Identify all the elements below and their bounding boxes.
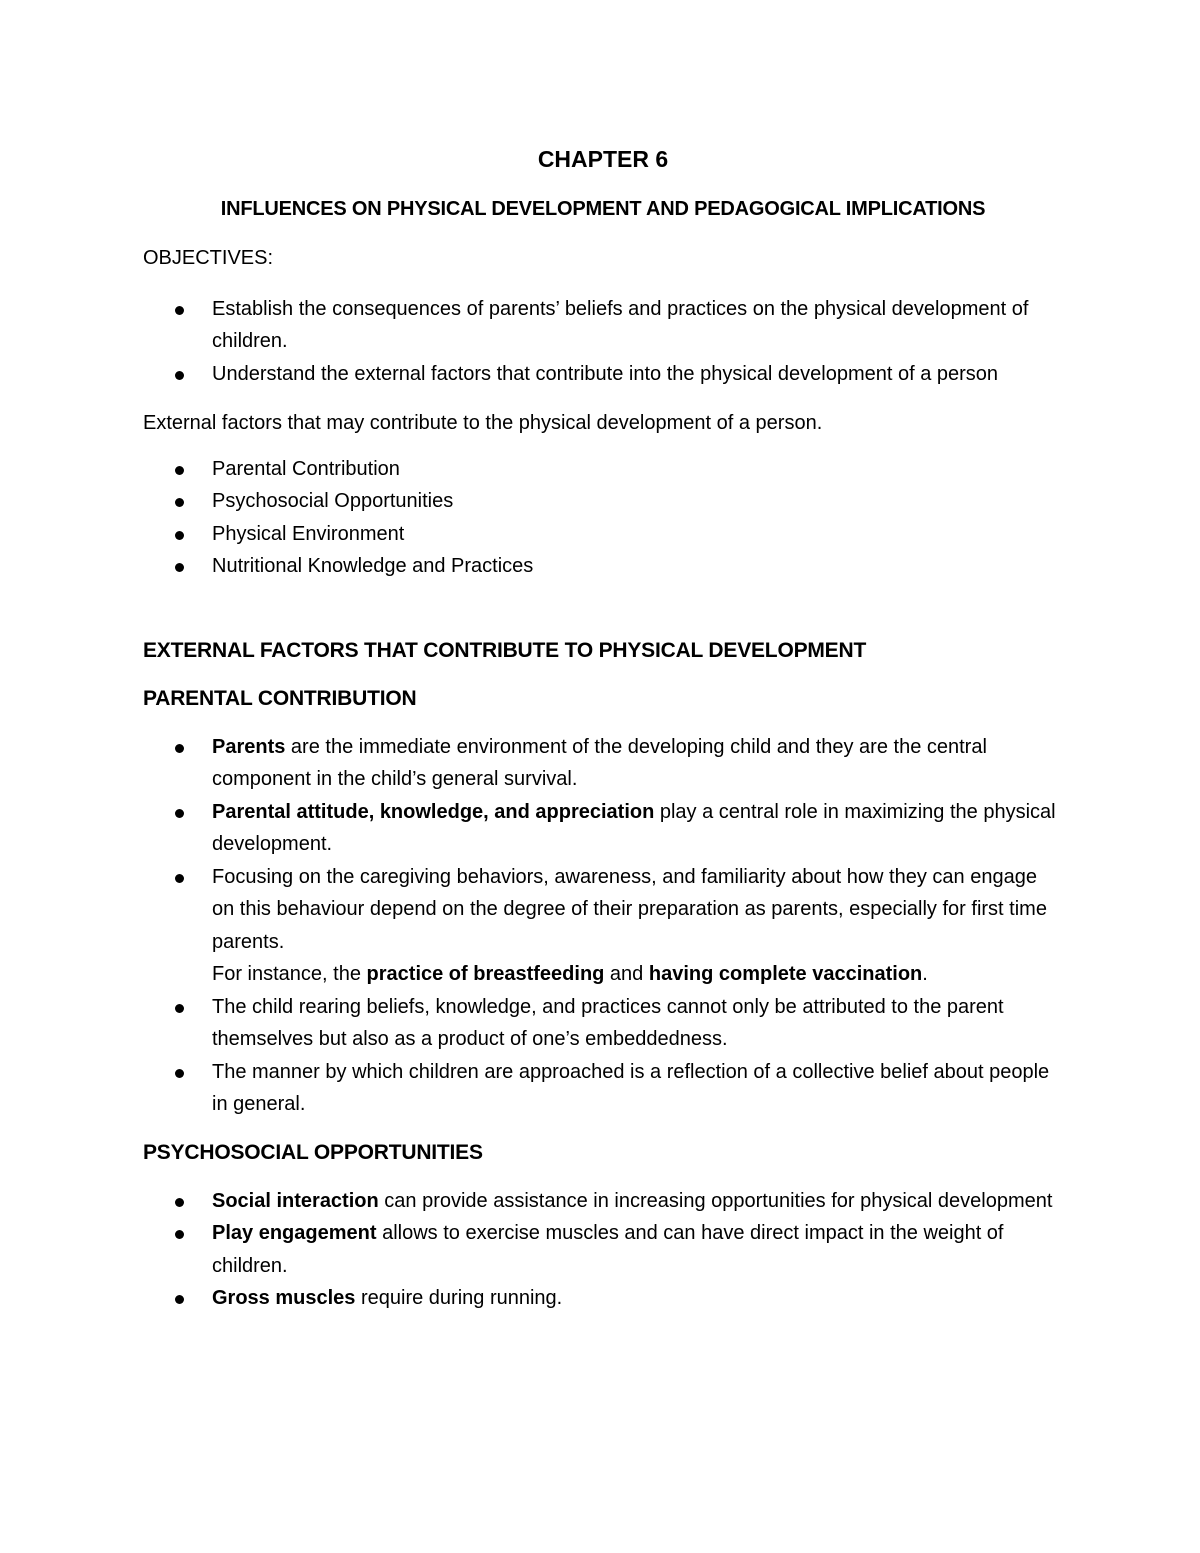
bullet-icon — [175, 371, 184, 380]
bold-term: having complete vaccination — [648, 963, 923, 985]
bullet-icon — [175, 1004, 184, 1013]
item-text: The manner by which children are approached is a reflection of a collective belief about people in general. — [212, 1060, 1050, 1115]
bullet-icon — [175, 744, 184, 753]
list-item — [143, 796, 1063, 861]
bullet-icon — [175, 306, 184, 315]
objective-text: Establish the consequences of parents’ beliefs and practices on the physical development of children. — [212, 297, 1029, 352]
bullet-icon — [175, 809, 184, 818]
bullet-icon — [175, 1069, 184, 1078]
chapter-title: CHAPTER 6 — [537, 146, 669, 172]
parental-list — [143, 731, 1063, 1121]
bold-term: Social interaction — [212, 1189, 379, 1212]
list-item — [143, 518, 1063, 551]
instance-prefix: For instance, the — [212, 963, 367, 985]
objectives-list — [143, 293, 1063, 391]
instance-end: . — [922, 963, 928, 985]
factor-text: Psychosocial Opportunities — [212, 490, 454, 512]
parental-contribution-heading: PARENTAL CONTRIBUTION — [143, 686, 417, 710]
item-text: Focusing on the caregiving behaviors, awareness, and familiarity about how they can engage on this behaviour depend on the degree of their preparation as parents, especially for first time parents. — [212, 865, 1047, 953]
list-item — [143, 1056, 1063, 1121]
external-factors-intro: External factors that may contribute to the physical development of a person. — [143, 412, 823, 434]
bold-term: practice of breastfeeding — [366, 963, 605, 985]
bullet-icon — [175, 1295, 184, 1304]
list-item — [143, 991, 1063, 1056]
list-item — [143, 293, 1063, 358]
bold-term: Gross muscles — [212, 1287, 356, 1309]
psychosocial-list — [143, 1185, 1063, 1315]
bold-term: Parents — [212, 735, 286, 758]
psychosocial-heading: PSYCHOSOCIAL OPPORTUNITIES — [143, 1140, 483, 1164]
bold-term: Parental attitude, knowledge, and appreciation — [212, 800, 655, 823]
list-item — [143, 485, 1063, 518]
factors-list — [143, 453, 1063, 583]
list-item — [143, 453, 1063, 486]
bullet-icon — [175, 466, 184, 475]
item-text: allows to exercise muscles and can have direct impact in the weight of children. — [212, 1222, 1004, 1277]
list-item — [143, 1185, 1063, 1218]
instance-mid: and — [604, 963, 649, 985]
list-item — [143, 1217, 1063, 1282]
list-item — [143, 550, 1063, 583]
bold-term: Play engagement — [212, 1222, 377, 1244]
item-text: The child rearing beliefs, knowledge, and practices cannot only be attributed to the parent themselves but also as a product of one’s embeddedness. — [212, 995, 1004, 1050]
item-text: require during running. — [355, 1287, 563, 1309]
list-item — [143, 861, 1063, 991]
bullet-icon — [175, 1230, 184, 1239]
chapter-subtitle: INFLUENCES ON PHYSICAL DEVELOPMENT AND PEDAGOGICAL IMPLICATIONS — [220, 198, 986, 220]
item-text: play a central role in maximizing the physical development. — [212, 800, 1056, 855]
bullet-icon — [175, 498, 184, 507]
item-text: can provide assistance in increasing opportunities for physical development — [378, 1189, 1053, 1212]
bullet-icon — [175, 1198, 184, 1207]
bullet-icon — [175, 874, 184, 883]
bullet-icon — [175, 563, 184, 572]
document-body — [143, 142, 1063, 1315]
factor-text: Physical Environment — [212, 522, 405, 545]
list-item — [143, 1282, 1063, 1315]
objectives-label: OBJECTIVES: — [143, 247, 274, 269]
external-factors-heading: EXTERNAL FACTORS THAT CONTRIBUTE TO PHYSICAL DEVELOPMENT — [143, 638, 867, 662]
bullet-icon — [175, 531, 184, 540]
factor-text: Nutritional Knowledge and Practices — [212, 555, 534, 577]
item-text: are the immediate environment of the developing child and they are the central component in the child’s general survival. — [212, 735, 987, 790]
objective-text: Understand the external factors that contribute into the physical development of a person — [212, 362, 999, 385]
factor-text: Parental Contribution — [212, 457, 400, 480]
list-item — [143, 731, 1063, 796]
list-item — [143, 358, 1063, 391]
